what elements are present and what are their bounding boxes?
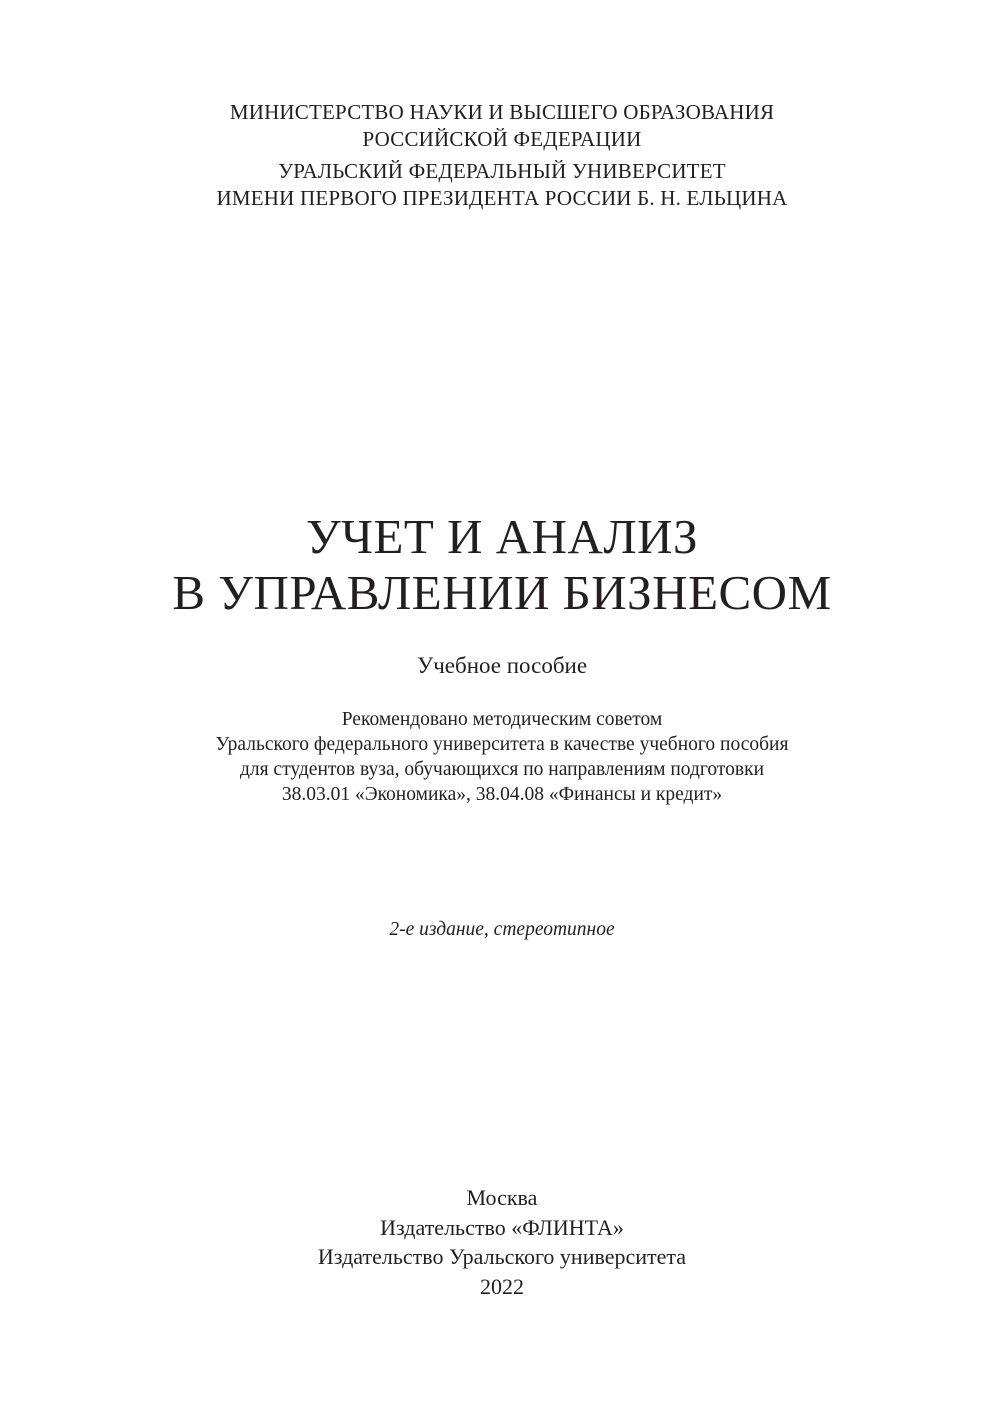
book-title (0, 509, 1004, 621)
recommendation-line-2: Уральского федерального университета в качестве учебного пособия (215, 734, 789, 755)
university-line-1: УРАЛЬСКИЙ ФЕДЕРАЛЬНЫЙ УНИВЕРСИТЕТ (278, 159, 726, 183)
imprint-publisher-2: Издательство Уральского университета (317, 1244, 687, 1269)
subtitle-text: Учебное пособие (416, 653, 588, 678)
edition-note (0, 917, 1004, 943)
recommendation-line-3: для студентов вуза, обучающихся по направлениям подготовки (239, 759, 765, 780)
ministry-line-1: МИНИСТЕРСТВО НАУКИ И ВЫСШЕГО ОБРАЗОВАНИЯ (229, 100, 775, 124)
ministry-name (0, 99, 1004, 153)
title-line-2: В УПРАВЛЕНИИ БИЗНЕСОМ (172, 565, 832, 620)
book-subtitle (0, 651, 1004, 681)
edition-text: 2-е издание, стереотипное (389, 919, 615, 940)
imprint-year: 2022 (480, 1273, 524, 1299)
recommendation-line-4: 38.03.01 «Экономика», 38.04.08 «Финансы и кредит» (281, 784, 723, 805)
imprint (0, 1183, 1004, 1301)
title-line-1: УЧЕТ И АНАЛИЗ (305, 509, 699, 564)
recommendation-line-1: Рекомендовано методическим советом (341, 709, 663, 730)
imprint-publisher-1: Издательство «ФЛИНТА» (380, 1214, 624, 1240)
university-line-2: ИМЕНИ ПЕРВОГО ПРЕЗИДЕНТА РОССИИ Б. Н. ЕЛЬЦИНА (216, 186, 788, 210)
imprint-city: Москва (466, 1185, 538, 1210)
recommendation-note (0, 707, 1004, 807)
ministry-line-2: РОССИЙСКОЙ ФЕДЕРАЦИИ (362, 127, 642, 151)
university-name (0, 158, 1004, 212)
